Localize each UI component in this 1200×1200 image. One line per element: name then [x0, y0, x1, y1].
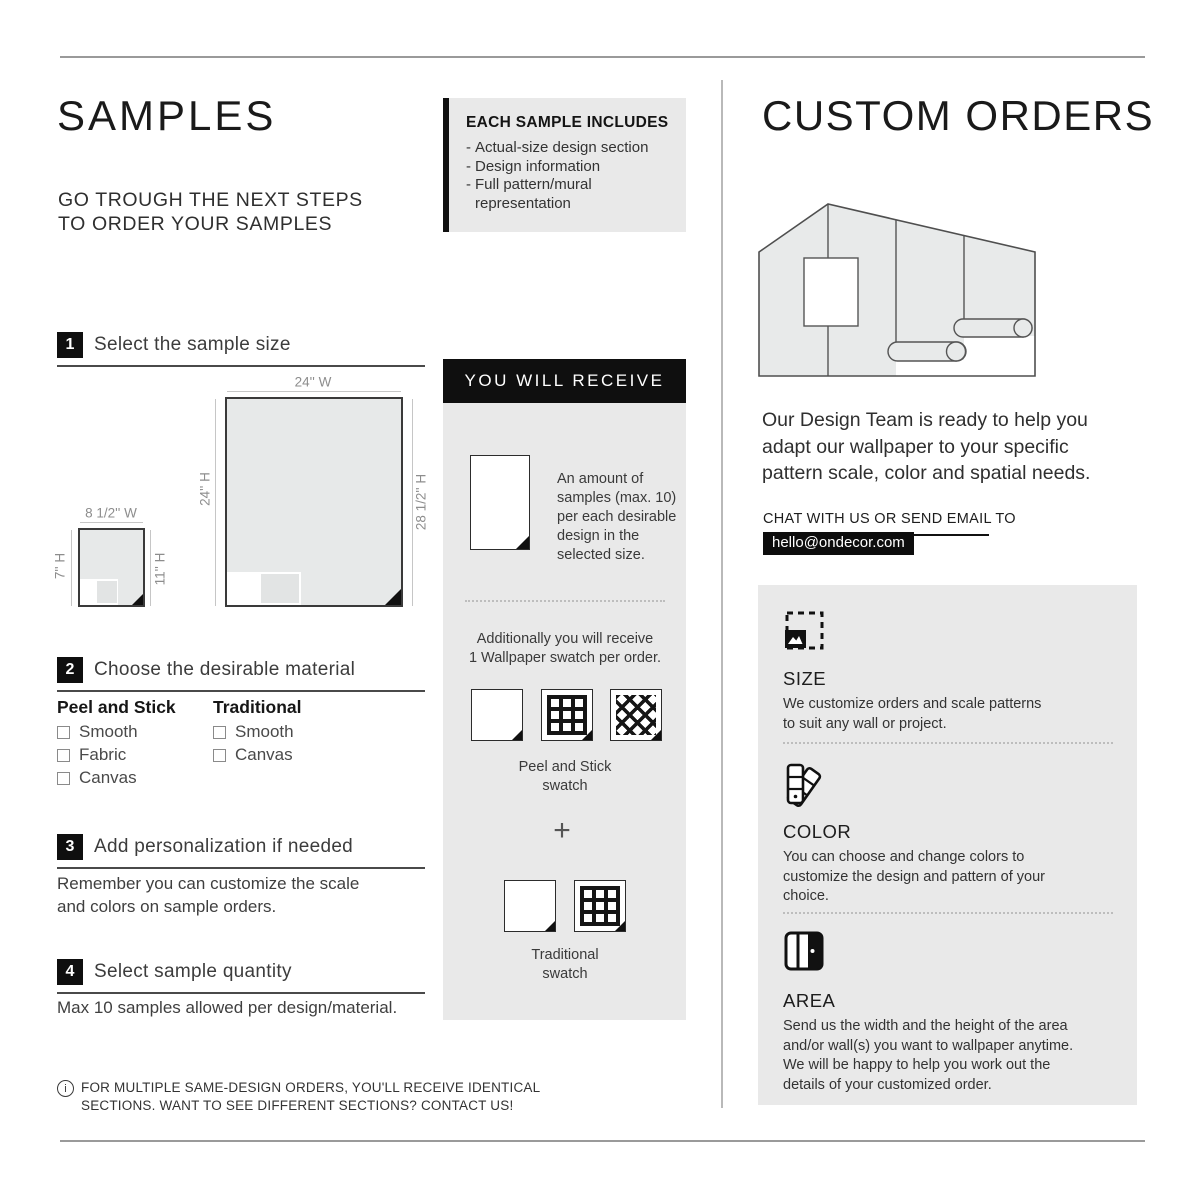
area-feature-title: AREA: [783, 990, 836, 1011]
traditional-heading: Traditional: [213, 697, 302, 717]
checkbox-icon[interactable]: [213, 749, 226, 762]
feature-line: customize the design and pattern of your: [783, 868, 1045, 885]
label-line: swatch: [542, 966, 588, 982]
large-sample-width-label: 24'' W: [294, 374, 332, 390]
large-sample-height2-label: 28 1/2'' H: [413, 473, 429, 531]
label-line: Peel and Stick: [518, 759, 612, 775]
sample-sheet-icon: [470, 455, 530, 550]
list-dash: -: [466, 176, 471, 193]
color-feature-title: COLOR: [783, 821, 852, 842]
includes-item-text: Full pattern/mural representation: [475, 176, 592, 212]
column-divider: [721, 80, 723, 1108]
text-line: Additionally you will receive: [476, 631, 654, 647]
step-4-number: 4: [57, 959, 83, 985]
checkbox-label: Canvas: [79, 768, 137, 787]
size-feature-text: [783, 695, 1041, 734]
step-3-number: 3: [57, 834, 83, 860]
feature-line: Send us the width and the height of the area: [783, 1018, 1068, 1034]
small-sample-height2-label: 11'' H: [152, 552, 168, 586]
footnote-line: FOR MULTIPLE SAME-DESIGN ORDERS, YOU'LL RECEIVE IDENTICAL: [81, 1080, 541, 1095]
feature-line: to suit any wall or project.: [783, 715, 947, 732]
grid-pattern: [547, 695, 587, 735]
samples-subtitle: [58, 188, 363, 236]
design-team-intro: [762, 407, 1090, 487]
includes-item: [466, 158, 676, 177]
footnote: [57, 1079, 540, 1114]
text-line: per each desirable: [557, 509, 677, 525]
dotted-divider: [465, 600, 665, 602]
feature-line: and/or wall(s) you want to wallpaper anytime.: [783, 1037, 1074, 1054]
top-rule: [60, 56, 1145, 58]
includes-title: EACH SAMPLE INCLUDES: [466, 114, 669, 131]
wallpapered-wall-illustration: [756, 192, 1038, 384]
you-will-receive-panel: [443, 403, 686, 1020]
label-line: swatch: [542, 778, 588, 794]
step-1-number: 1: [57, 332, 83, 358]
color-feature-text: [783, 848, 1045, 907]
checkbox-peel-fabric[interactable]: [57, 745, 126, 765]
intro-line: adapt our wallpaper to your specific: [762, 435, 1069, 458]
small-sample-height-label: 7'' H: [52, 552, 68, 580]
color-swatches-icon: [783, 761, 829, 807]
customization-panel: [758, 585, 1137, 1105]
step-2-header: [57, 657, 425, 692]
description-line: and colors on sample orders.: [57, 897, 277, 916]
description-line: Remember you can customize the scale: [57, 874, 360, 893]
large-sample-diagram: [225, 397, 403, 607]
chat-with-us-label: CHAT WITH US OR SEND EMAIL TO: [763, 511, 989, 536]
feature-line: You can choose and change colors to: [783, 849, 1025, 865]
sample-cutout-swatch: [97, 581, 117, 603]
peel-and-stick-heading: Peel and Stick: [57, 697, 176, 717]
dimension-line: [71, 530, 72, 606]
checkbox-icon[interactable]: [57, 749, 70, 762]
feature-line: choice.: [783, 888, 829, 904]
footnote-text: [81, 1079, 540, 1114]
plain-swatch-icon: [504, 880, 556, 932]
checkbox-peel-canvas[interactable]: [57, 768, 137, 788]
checkbox-traditional-canvas[interactable]: [213, 745, 293, 765]
step-4-description: Max 10 samples allowed per design/material.: [57, 998, 398, 1017]
includes-item: [466, 139, 676, 158]
grid-swatch-icon: [541, 689, 593, 741]
includes-item-text: Actual-size design section: [475, 139, 649, 156]
checkbox-label: Canvas: [235, 745, 293, 764]
custom-orders-title: CUSTOM ORDERS: [762, 92, 1155, 139]
checkbox-icon[interactable]: [57, 772, 70, 785]
subtitle-line: TO ORDER YOUR SAMPLES: [58, 213, 333, 235]
sample-cutout-swatch: [261, 574, 299, 603]
text-line: selected size.: [557, 547, 645, 563]
step-4-title: Select sample quantity: [94, 961, 292, 982]
size-feature-title: SIZE: [783, 668, 827, 689]
dimension-line: [150, 530, 151, 606]
step-2-number: 2: [57, 657, 83, 683]
footnote-line: SECTIONS. WANT TO SEE DIFFERENT SECTIONS? CONTACT US!: [81, 1097, 514, 1113]
crosshatch-swatch-icon: [610, 689, 662, 741]
step-1-header: [57, 332, 425, 367]
bottom-rule: [60, 1140, 1145, 1142]
dimension-line: [215, 399, 216, 606]
sample-cutout: [80, 579, 118, 605]
includes-item-text: Design information: [475, 157, 601, 175]
checkbox-label: Smooth: [79, 722, 138, 741]
text-line: samples (max. 10): [557, 490, 677, 506]
peel-swatch-label: [451, 758, 679, 796]
includes-item: [466, 176, 676, 213]
plain-swatch-icon: [471, 689, 523, 741]
checkbox-icon[interactable]: [213, 726, 226, 739]
step-4-header: [57, 959, 425, 994]
checkbox-label: Fabric: [79, 745, 127, 764]
step-2-title: Choose the desirable material: [94, 659, 356, 680]
checkbox-icon[interactable]: [57, 726, 70, 739]
text-line: design in the: [557, 528, 640, 544]
step-3-title: Add personalization if needed: [94, 836, 354, 857]
info-icon: i: [57, 1080, 74, 1097]
small-sample-diagram: [78, 528, 145, 607]
grid-swatch-icon: [574, 880, 626, 932]
intro-line: pattern scale, color and spatial needs.: [762, 462, 1091, 484]
feature-line: We customize orders and scale patterns: [783, 696, 1042, 712]
dotted-divider: [783, 742, 1113, 744]
text-line: 1 Wallpaper swatch per order.: [468, 650, 662, 666]
step-3-header: [57, 834, 425, 869]
step-3-description: [57, 872, 359, 918]
text-line: An amount of: [557, 471, 644, 487]
step-1-title: Select the sample size: [94, 334, 291, 355]
list-dash: -: [466, 139, 471, 156]
samples-amount-text: [557, 470, 685, 565]
feature-line: We will be happy to help you work out the: [783, 1057, 1051, 1073]
checkbox-label: Smooth: [235, 722, 294, 741]
resize-image-icon: [783, 609, 825, 651]
samples-title: SAMPLES: [57, 92, 277, 139]
checkbox-traditional-smooth[interactable]: [213, 722, 294, 742]
list-dash: -: [466, 157, 471, 175]
dotted-divider: [783, 912, 1113, 914]
plus-icon: +: [553, 814, 571, 847]
subtitle-line: GO TROUGH THE NEXT STEPS: [58, 189, 363, 211]
email-address-button[interactable]: hello@ondecor.com: [763, 532, 914, 555]
each-sample-includes-box: [443, 98, 686, 232]
large-sample-height-label: 24'' H: [197, 472, 213, 506]
dimension-line: [227, 391, 401, 392]
grid-pattern: [580, 886, 620, 926]
small-sample-width-label: 8 1/2'' W: [85, 505, 137, 521]
dimension-line: [80, 522, 143, 523]
you-will-receive-header: YOU WILL RECEIVE: [443, 359, 686, 403]
checkbox-peel-smooth[interactable]: [57, 722, 138, 742]
wall-panels-icon: [783, 930, 825, 972]
label-line: Traditional: [531, 947, 599, 963]
sample-cutout: [227, 572, 301, 605]
feature-line: details of your customized order.: [783, 1076, 992, 1093]
intro-line: Our Design Team is ready to help you: [762, 409, 1088, 431]
additional-swatch-text: [451, 630, 679, 668]
area-feature-text: [783, 1017, 1073, 1095]
traditional-swatch-label: [451, 946, 679, 984]
crosshatch-pattern: [616, 695, 656, 735]
